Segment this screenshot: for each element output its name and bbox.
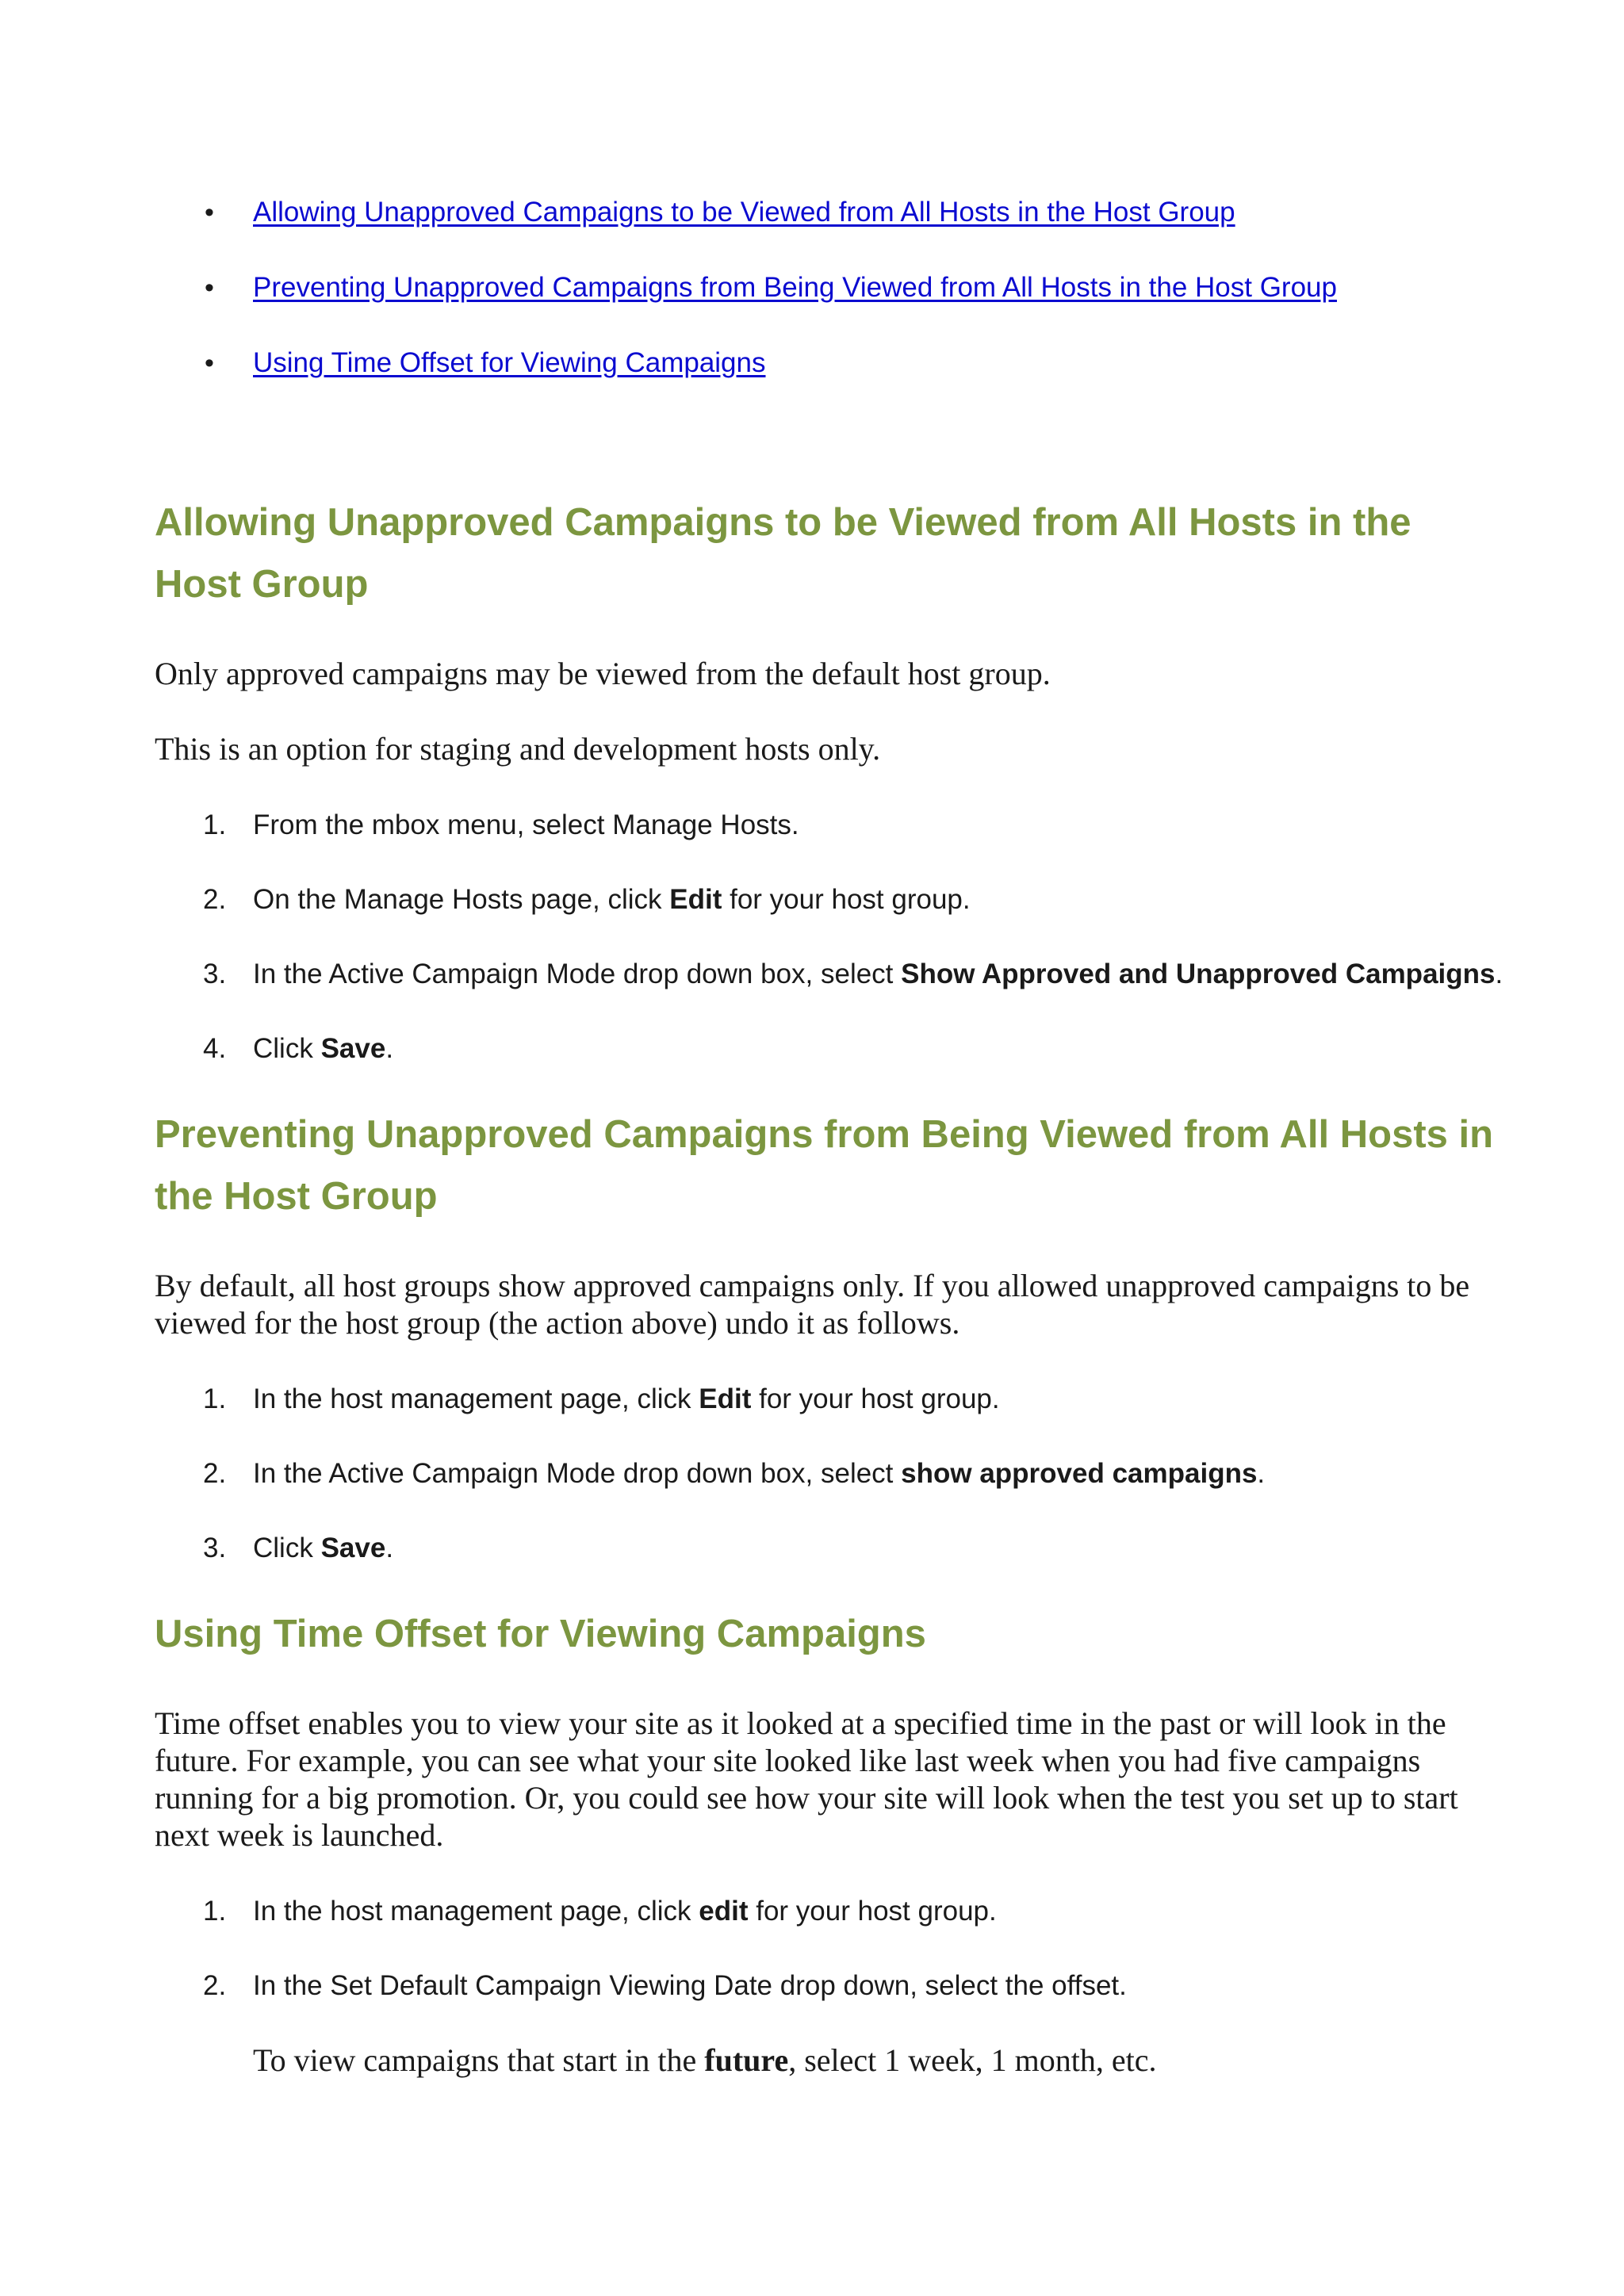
note-text-post: , select 1 week, 1 month, etc. bbox=[788, 2042, 1157, 2078]
step-number: 1. bbox=[203, 1383, 227, 1414]
toc-link-allowing-unapproved[interactable]: Allowing Unapproved Campaigns to be Viewed from All Hosts in the Host Group bbox=[253, 197, 1235, 228]
bullet-icon: • bbox=[205, 273, 214, 303]
step-text-pre: In the Active Campaign Mode drop down box, select bbox=[253, 959, 902, 989]
step-text-pre: From the mbox menu, select Manage Hosts. bbox=[253, 809, 799, 840]
step-text-pre: In the Set Default Campaign Viewing Date drop down, select the offset. bbox=[253, 1970, 1127, 2001]
step-number: 1. bbox=[203, 1896, 227, 1927]
step-text bbox=[253, 1380, 1000, 1419]
step-number: 3. bbox=[203, 1533, 227, 1563]
step-text-post: . bbox=[385, 1533, 394, 1563]
section2-paragraph-1: By default, all host groups show approved campaigns only. If you allowed unapproved campaigns to be viewed for the host group (the action above) undo it as follows. bbox=[155, 1268, 1470, 1341]
step-text bbox=[253, 955, 1503, 994]
step-number: 2. bbox=[203, 884, 227, 915]
section-heading-allowing-unapproved: Allowing Unapproved Campaigns to be Viewed from All Hosts in the Host Group bbox=[155, 501, 1411, 606]
section-heading-preventing-unapproved: Preventing Unapproved Campaigns from Being Viewed from All Hosts in the Host Group bbox=[155, 1113, 1494, 1218]
step-number: 2. bbox=[203, 1970, 227, 2001]
step-number: 2. bbox=[203, 1458, 227, 1489]
step-text-pre: In the host management page, click bbox=[253, 1896, 699, 1927]
step-text-bold: Edit bbox=[669, 884, 722, 915]
step-text bbox=[253, 806, 799, 845]
step-text-post: . bbox=[385, 1033, 394, 1064]
step-text-pre: On the Manage Hosts page, click bbox=[253, 884, 670, 915]
step-text-pre: In the Active Campaign Mode drop down box, select bbox=[253, 1458, 902, 1489]
section1-paragraph-2: This is an option for staging and development hosts only. bbox=[155, 731, 881, 767]
step-text-post: . bbox=[1495, 959, 1503, 989]
step-number: 1. bbox=[203, 809, 227, 840]
step-text-post: for your host group. bbox=[751, 1383, 1000, 1414]
step-text-pre: In the host management page, click bbox=[253, 1383, 699, 1414]
step-number: 4. bbox=[203, 1033, 227, 1064]
step-text-pre: Click bbox=[253, 1033, 321, 1064]
step-text bbox=[253, 1966, 1127, 2006]
step-number: 3. bbox=[203, 959, 227, 989]
bullet-icon: • bbox=[205, 197, 214, 228]
toc-link-preventing-unapproved[interactable]: Preventing Unapproved Campaigns from Being Viewed from All Hosts in the Host Group bbox=[253, 272, 1337, 303]
step-text bbox=[253, 1029, 393, 1069]
step-text-bold: Save bbox=[320, 1033, 386, 1064]
step-text bbox=[253, 880, 971, 920]
step-text bbox=[253, 1529, 393, 1568]
note-text-pre: To view campaigns that start in the bbox=[253, 2042, 705, 2078]
section3-note bbox=[253, 2041, 1157, 2080]
bullet-icon: • bbox=[205, 348, 214, 378]
toc-link-time-offset[interactable]: Using Time Offset for Viewing Campaigns bbox=[253, 347, 766, 378]
step-text bbox=[253, 1454, 1265, 1494]
section3-paragraph-1: Time offset enables you to view your site as it looked at a specified time in the past or will look in the future. For example, you can see what your site looked like last week when you had five campaigns running for a big promotion. Or, you could see how your site will look when the test you set up to start next week is launched. bbox=[155, 1705, 1458, 1853]
note-text-bold: future bbox=[704, 2042, 789, 2078]
step-text-bold: Edit bbox=[699, 1383, 752, 1414]
step-text-bold: Show Approved and Unapproved Campaigns bbox=[901, 959, 1496, 989]
section1-paragraph-1: Only approved campaigns may be viewed from the default host group. bbox=[155, 656, 1051, 691]
step-text-bold: show approved campaigns bbox=[901, 1458, 1258, 1489]
step-text-post: for your host group. bbox=[748, 1896, 997, 1927]
step-text bbox=[253, 1892, 997, 1931]
step-text-post: for your host group. bbox=[722, 884, 971, 915]
section-heading-time-offset: Using Time Offset for Viewing Campaigns bbox=[155, 1613, 926, 1655]
step-text-pre: Click bbox=[253, 1533, 321, 1563]
step-text-bold: Save bbox=[320, 1533, 386, 1563]
step-text-bold: edit bbox=[699, 1896, 749, 1927]
step-text-post: . bbox=[1257, 1458, 1266, 1489]
